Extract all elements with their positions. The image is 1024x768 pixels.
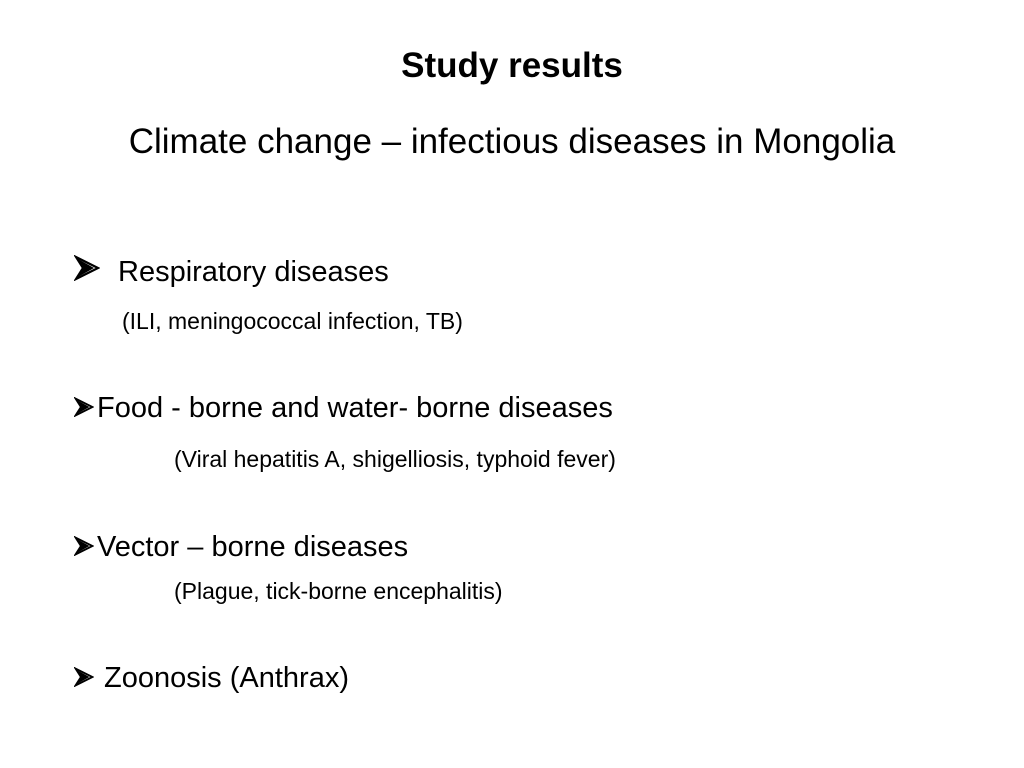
- bullet-item-food-water: [74, 390, 613, 426]
- bullet-item-vector: [74, 529, 408, 565]
- slide-subtitle: Climate change – infectious diseases in Mongolia: [128, 122, 896, 161]
- bullet-label: Food - borne and water- borne diseases: [97, 392, 613, 424]
- arrow-bullet-icon: [74, 397, 94, 417]
- bullet-item-respiratory: [74, 254, 389, 290]
- bullet-detail-vector: (Plague, tick-borne encephalitis): [174, 578, 503, 604]
- arrow-bullet-icon: [74, 255, 100, 281]
- arrow-bullet-icon: [74, 667, 94, 687]
- slide-title: Study results: [401, 46, 623, 85]
- bullet-label: Respiratory diseases: [118, 256, 389, 288]
- bullet-label: Zoonosis (Anthrax): [104, 662, 349, 694]
- bullet-detail-respiratory: (ILI, meningococcal infection, TB): [122, 308, 463, 334]
- bullet-item-zoonosis: [74, 660, 349, 696]
- bullet-detail-food-water: (Viral hepatitis A, shigelliosis, typhoid fever): [174, 446, 616, 472]
- arrow-bullet-icon: [74, 536, 94, 556]
- bullet-label: Vector – borne diseases: [97, 531, 409, 563]
